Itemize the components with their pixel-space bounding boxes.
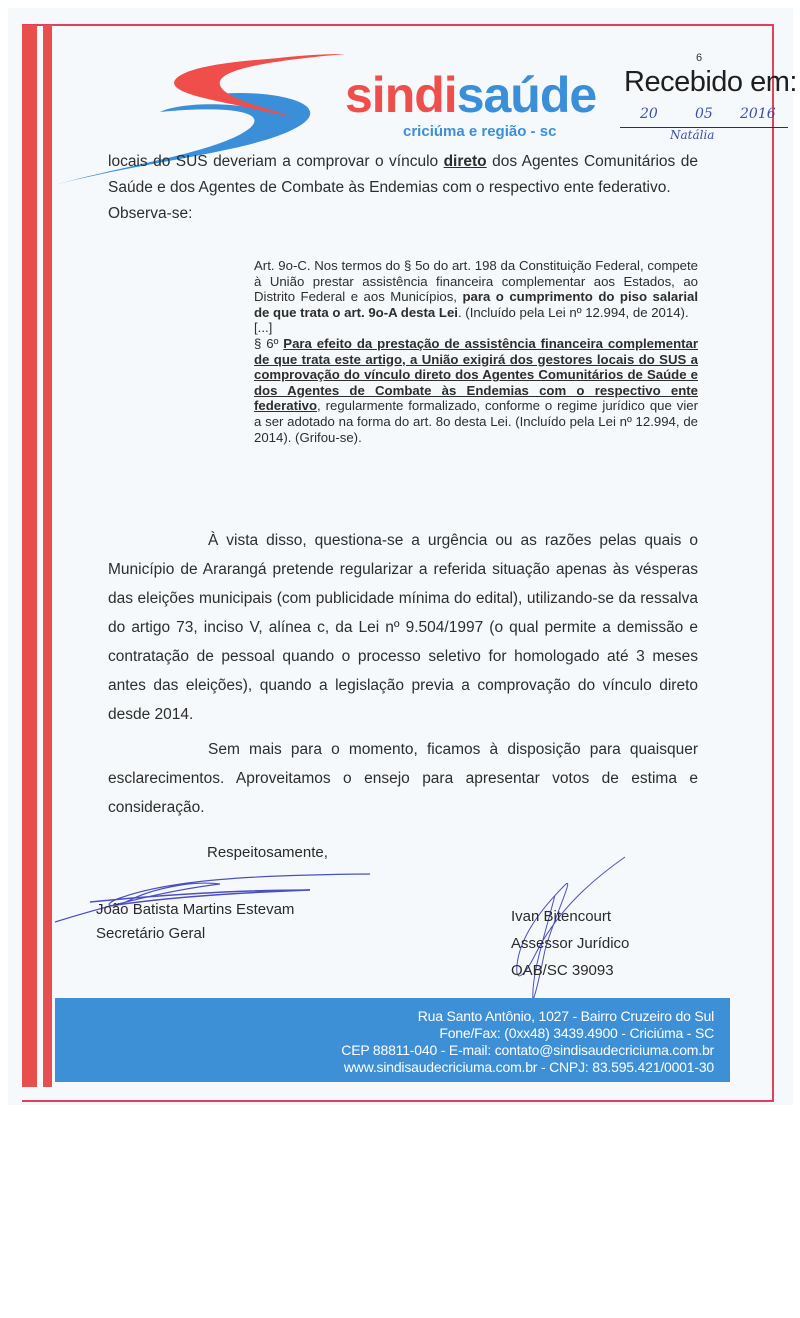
signatory-left (96, 898, 294, 946)
stamp-day: 20 (640, 106, 658, 122)
signatory-left-title: Secretário Geral (96, 925, 206, 942)
footer-contact (341, 1008, 714, 1076)
quote-article-text: Art. 9o-C. Nos termos do § 5o do art. 198 da Constituição Federal, compete à União prestar assistência financeira complementar aos Estados, ao Distrito Federal e aos Municípios, (254, 258, 698, 305)
footer-phone: Fone/Fax: (0xx48) 3439.4900 - Criciúma - SC (439, 1025, 714, 1041)
received-stamp-label: Recebido em: (624, 66, 797, 98)
left-border-bar-outer (22, 25, 37, 1087)
signatory-right-title: Assessor Jurídico (511, 935, 630, 952)
paragraph-closing: Sem mais para o momento, ficamos à disposição para quaisquer esclarecimentos. Aproveitamos o ensejo para apresentar votos de estima e consideração. (108, 741, 698, 816)
footer-address: Rua Santo Antônio, 1027 - Bairro Cruzeiro do Sul (417, 1008, 714, 1024)
quote-paragraph-number: § 6º (254, 335, 284, 351)
quote-paragraph-rest: , regularmente formalizado, conforme o regime jurídico que vier a ser adotado na forma do art. 8o desta Lei. (Incluído pela Lei nº 12.994, de 2014). (Grifou-se). (254, 398, 698, 445)
brand-text-red: sindi (345, 67, 457, 123)
letterhead-footer (55, 998, 730, 1082)
footer-email: CEP 88811-040 - E-mail: contato@sindisaudecriciuma.com.br (341, 1042, 714, 1058)
legal-quote (254, 258, 698, 445)
quote-ellipsis: [...] (254, 320, 273, 336)
intro-text-continued: dos Agentes Comunitários de Saúde e dos Agentes de Combate às Endemias com o respectivo ente federativo. (108, 153, 698, 196)
quote-paragraph-underlined: Para efeito da prestação de assistência financeira complementar de que trata este artigo, a União exigirá dos gestores locais do SUS a comprovação do vínculo direto dos Agentes Comunitários de Saúde e dos Agentes de Combate às Endemias com o respectivo ente federativo (254, 335, 698, 414)
footer-website: www.sindisaudecriciuma.com.br - CNPJ: 83.595.421/0001-30 (343, 1059, 714, 1075)
stamp-month: 05 (695, 106, 713, 122)
intro-text: locais do SUS deveriam a comprovar o vínculo (108, 153, 444, 170)
page-number: 6 (696, 52, 703, 64)
brand-logo-text (345, 67, 597, 123)
signatory-right-registration: OAB/SC 39093 (511, 962, 614, 979)
signatory-right-name: Ivan Bitencourt (511, 908, 612, 925)
quote-article-source: . (Incluído pela Lei nº 12.994, de 2014). (457, 304, 689, 320)
stamp-year: 2016 (740, 106, 776, 122)
stamp-signature: Natália (670, 128, 715, 142)
quote-article-bold: para o cumprimento do piso salarial de que trata o art. 9o-A desta Lei (254, 289, 698, 320)
brand-subtitle: criciúma e região - sc (403, 123, 557, 140)
intro-emphasis: direto (443, 153, 487, 170)
brand-text-blue: saúde (456, 67, 597, 123)
paragraph-question: À vista disso, questiona-se a urgência ou as razões pelas quais o Município de Ararangá pretende regularizar a referida situação apenas às vésperas das eleições municipais (com publicidade mínima do edital), utilizando-se da ressalva do artigo 73, inciso V, alínea c, da Lei nº 9.504/1997 (o qual permite a demissão e contratação de pessoal quando o processo seletivo for homologado até 3 meses antes das eleições), quando a legislação previa a comprovação do vínculo direto desde 2014. (108, 532, 698, 723)
observe-label: Observa-se: (108, 205, 193, 222)
closing-salutation: Respeitosamente, (207, 844, 328, 861)
paragraph-intro (108, 149, 698, 227)
signatory-right (511, 903, 629, 984)
signatory-left-name: João Batista Martins Estevam (96, 901, 295, 918)
